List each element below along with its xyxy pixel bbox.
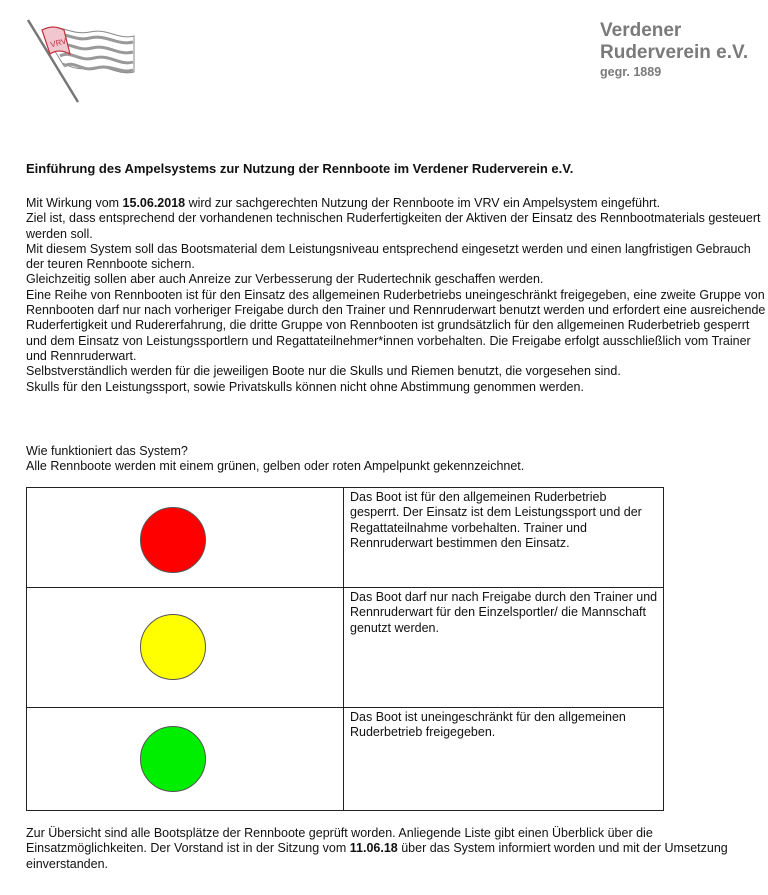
intro-paragraph-4: Gleichzeitig sollen aber auch Anreize zur Verbesserung der Rudertechnik geschaffen werden. xyxy=(26,272,544,287)
table-row xyxy=(27,708,664,811)
intro-paragraph-6: Selbstverständlich werden für die jeweiligen Boote nur die Skulls und Riemen benutzt, die vorgesehen sind. xyxy=(26,364,621,379)
intro-paragraph-5: Eine Reihe von Rennbooten ist für den Einsatz des allgemeinen Ruderbetriebs uneingeschränkt freigegeben, eine zweite Gruppe von Rennbooten darf nur nach vorheriger Freigabe durch den Trainer und Rennruderwart benutzt werden und erfordert eine ausreichende Ruderfertigkeit und Rudererfahrung, die dritte Gruppe von Rennbooten ist grundsätzlich für den allgemeinen Ruderbetrieb gesperrt und dem Einsatz von Leistungssportlern und Regattateilnehmer*innen vorbehalten. Die Freigabe erfolgt ausschließlich vom Trainer und Rennruderwart. xyxy=(26,287,766,363)
flag-initials: VRV xyxy=(49,36,68,50)
intro-paragraph-7: Skulls für den Leistungssport, sowie Privatskulls können nicht ohne Abstimmung genommen werden. xyxy=(26,379,584,394)
question-answer: Alle Rennboote werden mit einem grünen, gelben oder roten Ampelpunkt gekennzeichnet. xyxy=(26,459,525,474)
table-row xyxy=(27,588,664,708)
lamp-cell xyxy=(27,708,344,811)
document-title: Einführung des Ampelsystems zur Nutzung der Rennboote im Verdener Ruderverein e.V. xyxy=(26,161,574,176)
footer-text: über das System informiert worden und mit der Umsetzung einverstanden. xyxy=(26,841,728,871)
how-it-works xyxy=(26,444,524,475)
intro-paragraph-3: Mit diesem System soll das Bootsmaterial dem Leistungsniveau entsprechend eingesetzt werden und einen langfristigen Gebrauch der teuren Rennboote sichern. xyxy=(26,241,751,272)
club-founded: gegr. 1889 xyxy=(600,65,662,79)
intro-paragraph-1 xyxy=(26,196,766,211)
red-description: Das Boot ist für den allgemeinen Ruderbetrieb gesperrt. Der Einsatz ist dem Leistungssport und der Regattateilnahme vorbehalten. Trainer und Rennruderwart bestimmen den Einsatz. xyxy=(344,488,664,588)
green-light-icon xyxy=(140,726,206,792)
traffic-light-table xyxy=(26,487,664,811)
footer-text: Zur Übersicht sind alle Bootsplätze der Rennboote geprüft worden. Anliegende Liste gibt einen Überblick über die Einsatzmöglichkeiten. Der Vorstand ist in der Sitzung vom xyxy=(26,826,653,856)
intro-text: Mit Wirkung vom xyxy=(26,196,123,210)
club-flag-logo xyxy=(20,14,138,106)
club-name-block xyxy=(600,20,748,79)
yellow-light-icon xyxy=(140,614,206,680)
intro-paragraph-2: Ziel ist, dass entsprechend der vorhandenen technischen Ruderfertigkeiten der Aktiven der Einsatz des Rennbootmaterials gesteuert werden soll. xyxy=(26,211,761,241)
club-name-line2: Ruderverein e.V. xyxy=(600,42,749,63)
intro-text: wird zur sachgerechten Nutzung der Rennboote im VRV ein Ampelsystem eingeführt. xyxy=(185,196,661,210)
club-name-line1: Verdener xyxy=(600,20,682,41)
yellow-description: Das Boot darf nur nach Freigabe durch den Trainer und Rennruderwart für den Einzelsportler/ die Mannschaft genutzt werden. xyxy=(344,588,664,708)
question-heading: Wie funktioniert das System? xyxy=(26,444,188,458)
intro-section xyxy=(26,196,766,395)
lamp-cell xyxy=(27,488,344,588)
red-light-icon xyxy=(140,507,206,573)
green-description: Das Boot ist uneingeschränkt für den allgemeinen Ruderbetrieb freigegeben. xyxy=(344,708,664,811)
lamp-cell xyxy=(27,588,344,708)
meeting-date: 11.06.18 xyxy=(349,841,398,856)
effective-date: 15.06.2018 xyxy=(122,196,186,210)
table-row xyxy=(27,488,664,588)
footer-paragraph xyxy=(26,826,766,872)
